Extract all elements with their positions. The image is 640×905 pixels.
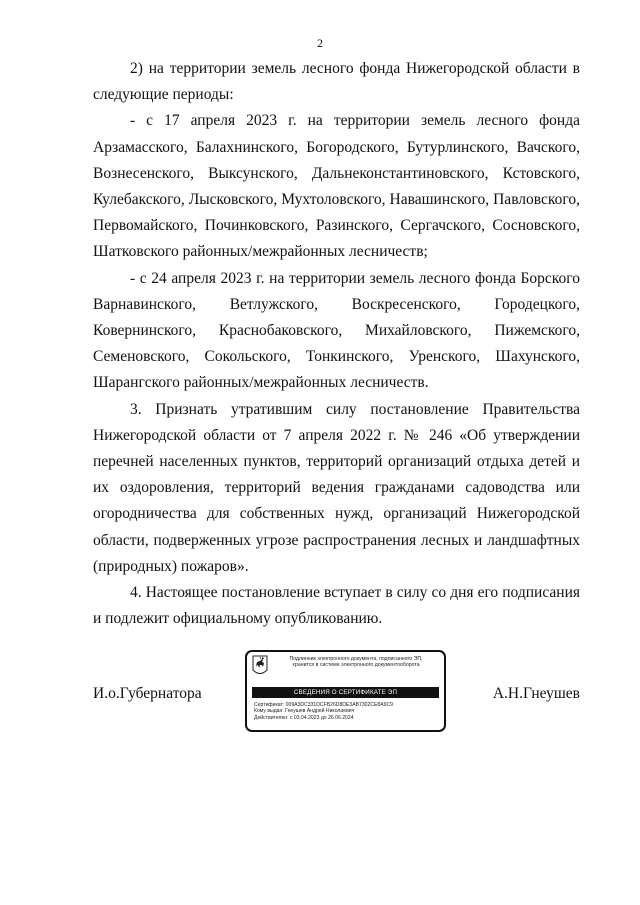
stamp-details: [254, 702, 440, 721]
paragraph-forest-lands: 2) на территории земель лесного фонда Нижегородской области в следующие периоды:: [93, 60, 580, 104]
stamp-header-line-1: Подлинник электронного документа, подписанного ЭП,: [289, 656, 423, 662]
deer-emblem-icon: [252, 655, 268, 677]
page-number: 2: [317, 36, 323, 50]
stamp-issued-to: Кому выдан: Гнеушев Андрей Николаевич: [254, 708, 355, 715]
stamp-validity: Действителен: с 03.04.2023 до 26.06.2024: [254, 714, 354, 721]
paragraph-repeal: 3. Признать утратившим силу постановление Правительства Нижегородской области от 7 апреля 2022 г. № 246 «Об утверждении перечней населенных пунктов, территорий организаций отдыха детей и их оздоровления, территорий ведения гражданами садоводства или огородничества для собственных нужд, организаций Нижегородской области, подверженных угрозе распространения лесных и ландшафтных (природных) пожаров».: [93, 400, 580, 575]
electronic-signature-stamp: [245, 650, 446, 732]
signatory-title: И.о.Губернатора: [93, 685, 202, 702]
stamp-title-bar: СВЕДЕНИЯ О СЕРТИФИКАТЕ ЭП: [252, 687, 439, 698]
paragraph-april-24: - с 24 апреля 2023 г. на территории земель лесного фонда Борского Варнавинского, Ветлужского, Воскресенского, Городецкого, Ковернинского, Краснобаковского, Михайловского, Пижемского, Семеновского, Сокольского, Тонкинского, Уренского, Шахунского, Шарангского районных/межрайонных лесничеств.: [93, 269, 580, 392]
stamp-header-line-2: хранится в системе электронного документооборота: [292, 662, 420, 669]
paragraph-entry-into-force: 4. Настоящее постановление вступает в силу со дня его подписания и подлежит официальному опубликованию.: [93, 584, 580, 628]
signatory-name: А.Н.Гнеушев: [492, 685, 580, 702]
stamp-certificate: Сертификат: 009A3DC331DCFB26D8DE3AB7302CE8A9C9: [254, 702, 393, 708]
document-body: [93, 56, 580, 632]
stamp-header: [272, 656, 440, 668]
paragraph-april-17: - с 17 апреля 2023 г. на территории земель лесного фонда Арзамасского, Балахнинского, Богородского, Бутурлинского, Вачского, Вознесенского, Выксунского, Дальнеконстантиновского, Кстовского, Кулебакского, Лысковского, Мухтоловского, Навашинского, Павловского, Первомайского, Починковского, Разинского, Сергачского, Сосновского, Шатковского районных/межрайонных лесничеств;: [93, 112, 580, 261]
